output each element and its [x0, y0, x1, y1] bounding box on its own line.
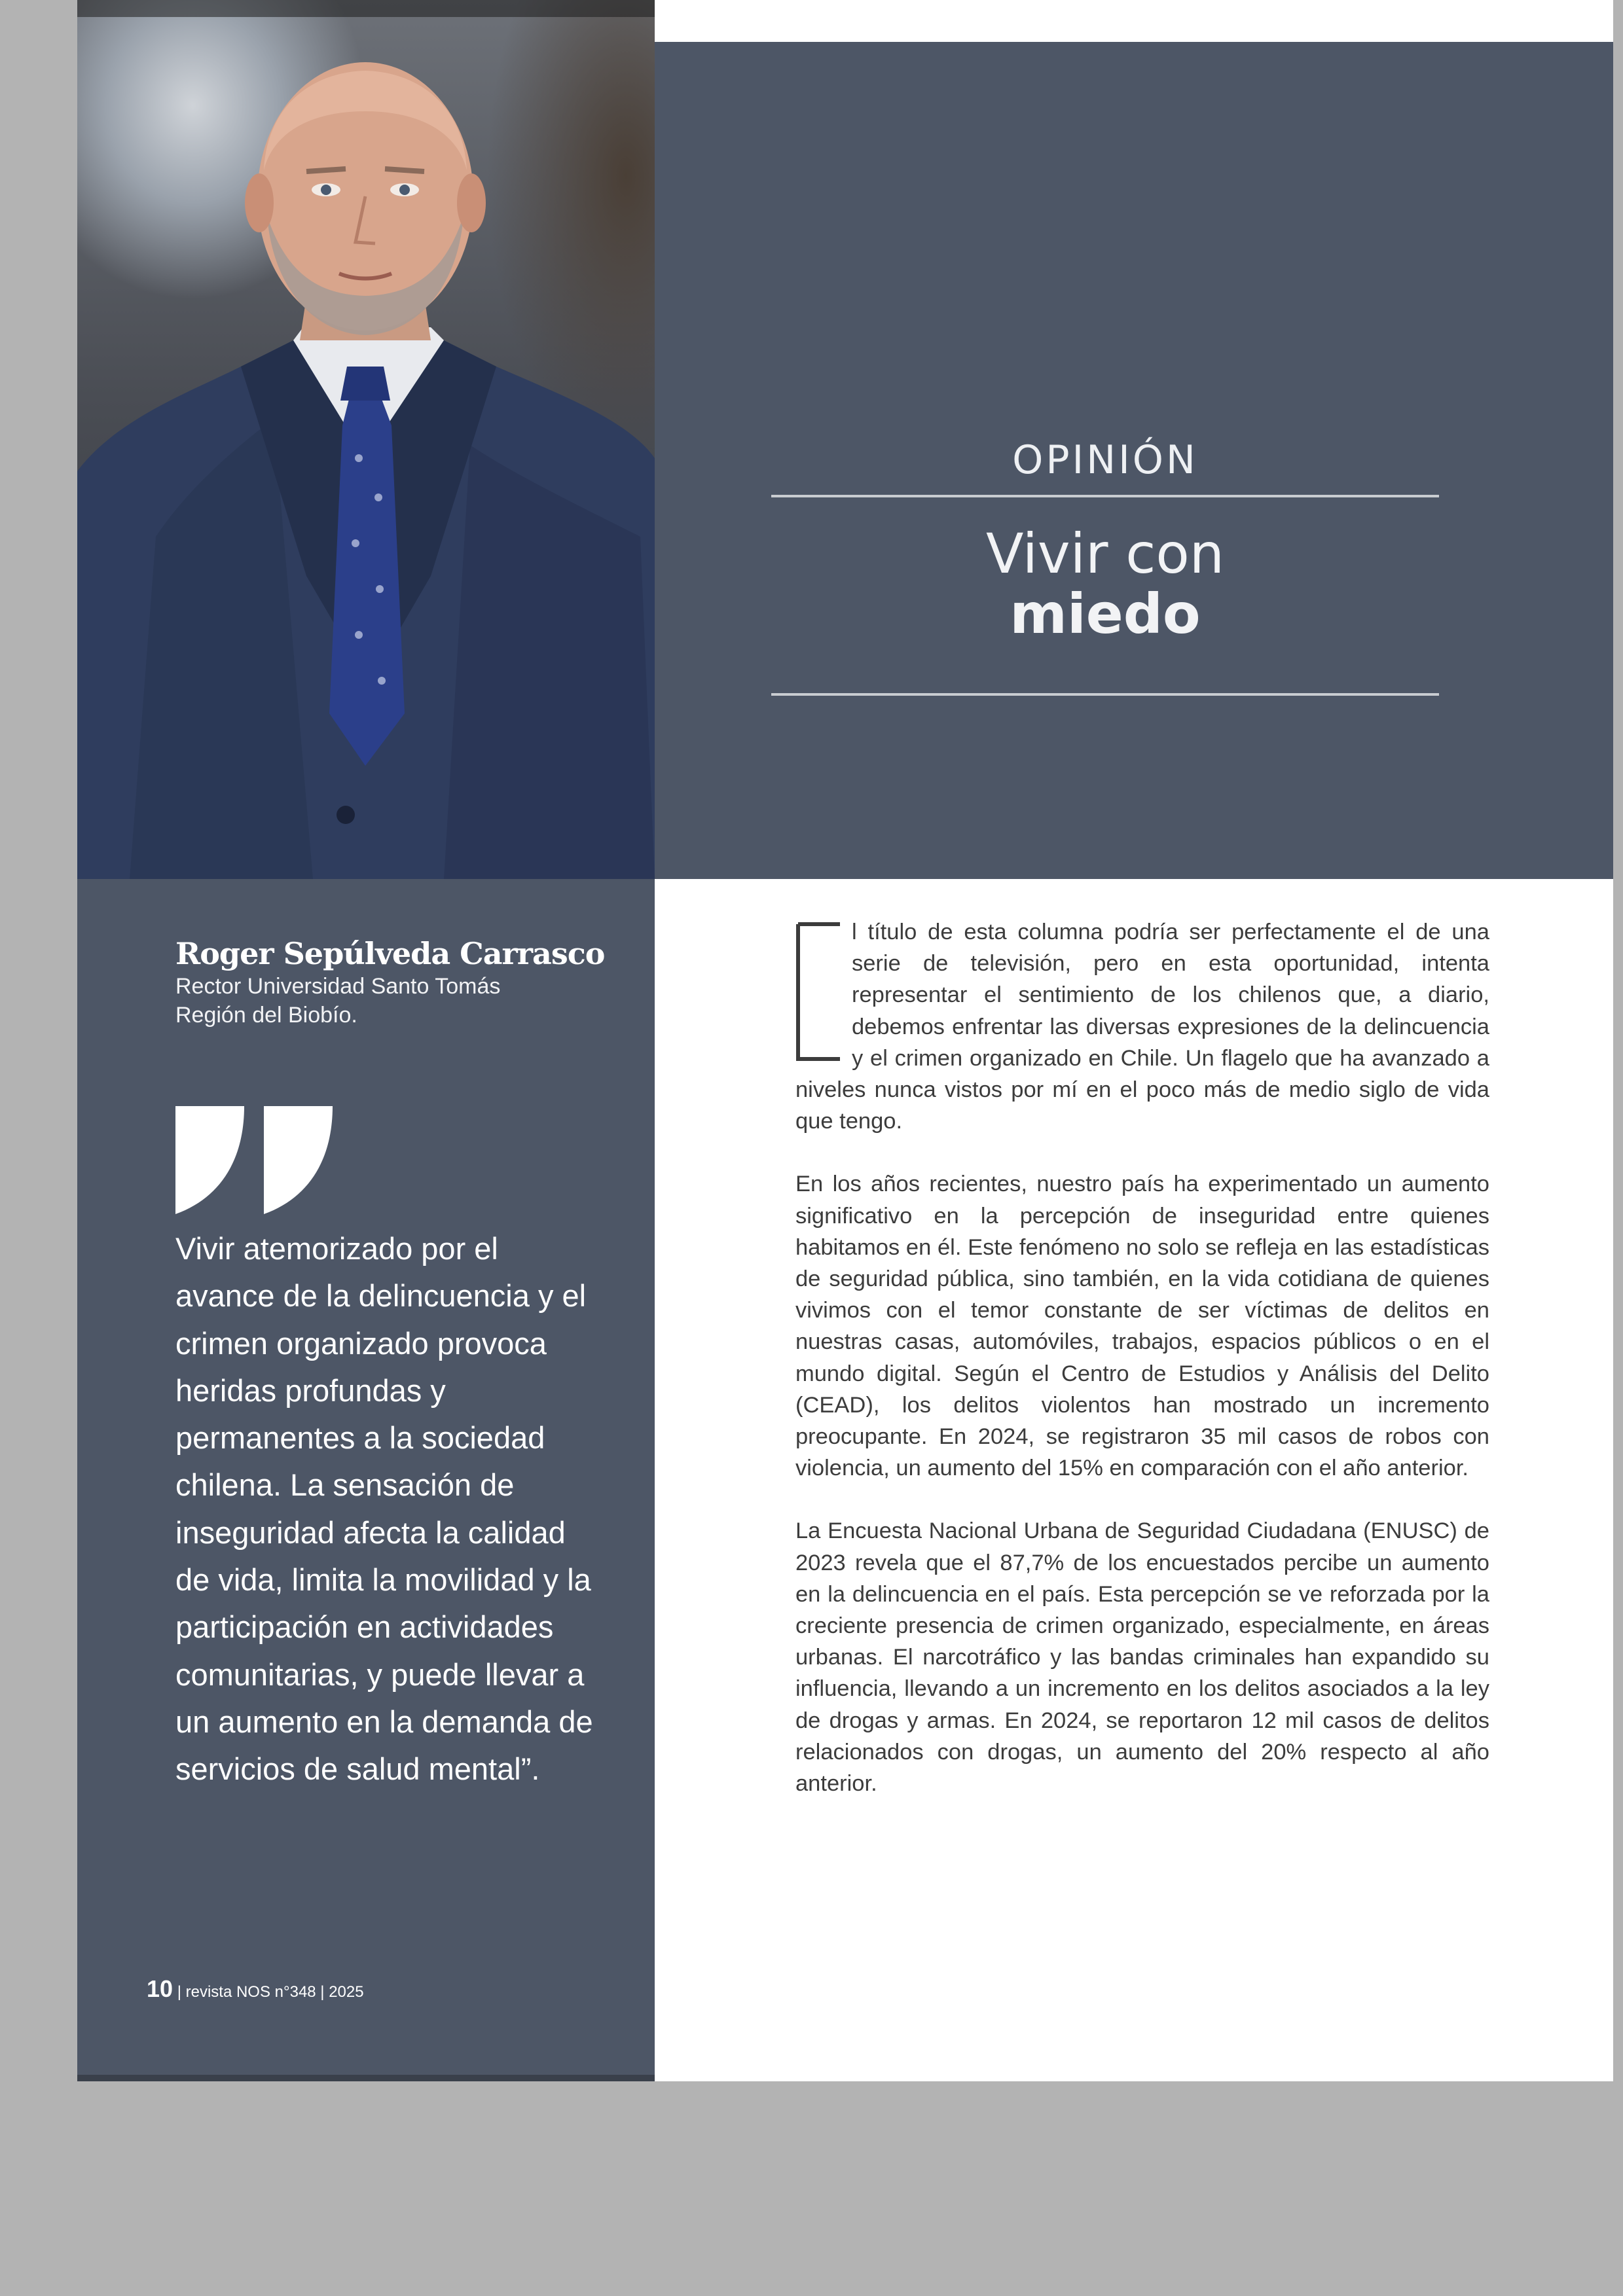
portrait-illustration: [77, 0, 655, 879]
magazine-page: [77, 0, 1613, 2081]
page-number: 10: [147, 1975, 173, 2002]
article-body: [795, 916, 1489, 1831]
article-title: [771, 524, 1439, 644]
title-line-2: miedo: [1010, 582, 1201, 646]
pull-quote: Vivir atemorizado por el avance de la delincuencia y el crimen organizado provoca heridas profundas y permanentes a la sociedad chilena. La sensación de inseguridad afecta la calidad de vida, limita la movilidad y la participación en actividades comunitarias, y puede llevar a un aumento en la demanda de servicios de salud mental”.: [175, 1231, 593, 1787]
top-white-strip: [655, 17, 1613, 42]
paragraph-1: [795, 916, 1489, 1137]
paragraph-1-text: l título de esta columna podría ser perfectamente el de una serie de televisión, pero en esta oportunidad, intenta representar el sentimiento de los chilenos que, a diario, debemos enfrentar las diversas expresiones de la delincuencia y el crimen organizado en Chile. Un flagelo que ha avanzado a niveles nunca vistos por mí en el poco más de medio siglo de vida que tengo.: [795, 920, 1489, 1134]
author-name: Roger Sepúlveda Carrasco: [175, 936, 605, 971]
title-line-1: Vivir con: [985, 522, 1225, 586]
paragraph-2: En los años recientes, nuestro país ha experimentado un aumento significativo en la percepción de inseguridad entre quienes habitamos en él. Este fenómeno no solo se refleja en las estadísticas de seguridad pública, sino también, en la vida cotidiana de quienes vivimos con el temor constante de ser víctimas de delitos en nuestras casas, automóviles, trabajos, espacios públicos o en el mundo digital. Según el Centro de Estudios y Análisis del Delito (CEAD), los delitos violentos han mostrado un incremento preocupante. En 2024, se registraron 35 mil casos de robos con violencia, un aumento del 15% en comparación con el año anterior.: [795, 1172, 1489, 1481]
page-footer: [147, 1975, 364, 2003]
author-role-line-1: Rector Universidad Santo Tomás: [175, 974, 501, 999]
author-portrait: [77, 0, 655, 879]
title-rule-bottom: [771, 693, 1439, 696]
paragraph-3: La Encuesta Nacional Urbana de Seguridad Ciudadana (ENUSC) de 2023 revela que el 87,7% de los encuestados percibe un aumento en la delincuencia en el país. Esta percepción se ve reforzada por la creciente presencia de crimen organizado, especialmente, en áreas urbanas. El narcotráfico y las bandas criminales han expandido su influencia, llevando a un incremento en los delitos asociados a la ley de drogas y armas. En 2024, se reportaron 12 mil casos de delitos relacionados con drogas, un aumento del 20% respecto al año anterior.: [795, 1518, 1489, 1797]
title-rule-top: [771, 495, 1439, 497]
section-label: OPINIÓN: [1012, 437, 1198, 483]
author-role-line-2: Región del Biobío.: [175, 1003, 357, 1028]
publication-info: | revista NOS n°348 | 2025: [173, 1983, 364, 2001]
quote-marks-icon: [175, 1106, 333, 1217]
sidebar-bottom-bar: [77, 2075, 655, 2081]
drop-cap: [795, 922, 843, 1062]
drop-cap-letter: [795, 922, 843, 1062]
author-role: [175, 972, 500, 1030]
